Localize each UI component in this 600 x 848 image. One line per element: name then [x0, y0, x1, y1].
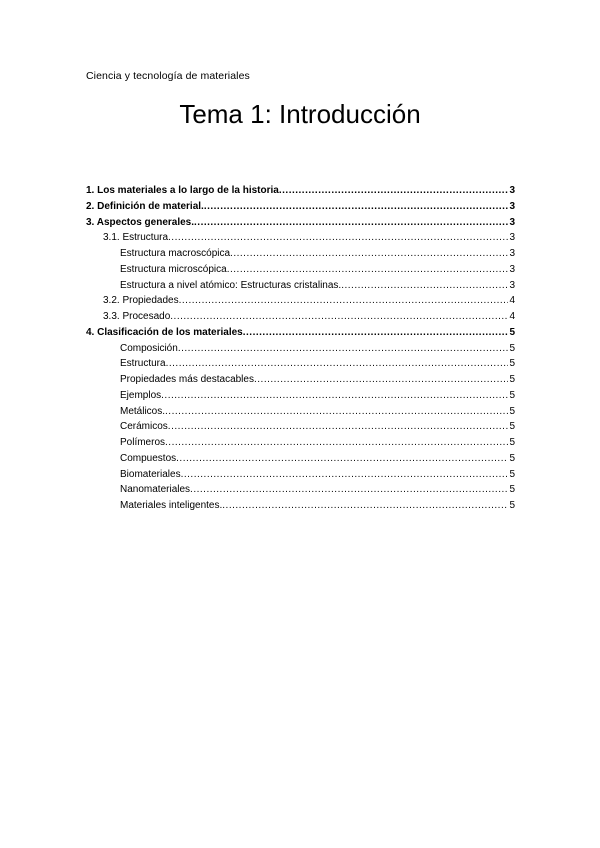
- toc-entry-label: Estructura a nivel atómico: Estructuras cristalinas.: [120, 279, 342, 291]
- toc-leader-dots: [165, 435, 508, 451]
- toc-entry-label: 3.2. Propiedades: [103, 295, 179, 307]
- toc-leader-dots: [161, 388, 508, 404]
- toc-entry[interactable]: [86, 435, 515, 451]
- toc-entry-page: 4: [509, 311, 515, 322]
- toc-leader-dots: [279, 183, 509, 199]
- toc-leader-dots: [243, 325, 509, 341]
- toc-leader-dots: [168, 419, 509, 435]
- toc-leader-dots: [170, 309, 508, 325]
- toc-entry-page: 3: [509, 279, 515, 291]
- toc-entry[interactable]: [86, 215, 515, 231]
- toc-entry-label: Composición: [120, 342, 178, 354]
- toc-leader-dots: [222, 498, 508, 514]
- toc-leader-dots: [179, 293, 509, 309]
- toc-leader-dots: [227, 262, 509, 278]
- toc-entry[interactable]: [86, 230, 515, 246]
- toc-entry[interactable]: [86, 467, 515, 483]
- document-header: Ciencia y tecnología de materiales: [86, 70, 250, 82]
- toc-entry-page: 5: [509, 405, 515, 417]
- toc-entry[interactable]: [86, 325, 515, 341]
- toc-entry-page: 4: [509, 295, 515, 307]
- toc-entry-page: 3: [509, 232, 515, 244]
- toc-entry-label: 3.3. Procesado: [103, 311, 171, 322]
- toc-leader-dots: [230, 246, 508, 262]
- toc-entry-page: 5: [509, 389, 515, 401]
- toc-entry[interactable]: [86, 341, 515, 357]
- toc-entry-page: 5: [509, 421, 515, 433]
- toc-entry[interactable]: [86, 404, 515, 420]
- toc-entry-label: Estructura microscópica: [120, 263, 227, 275]
- toc-entry[interactable]: [86, 309, 515, 325]
- toc-entry[interactable]: [86, 199, 515, 215]
- toc-entry-page: 3: [509, 248, 515, 259]
- toc-entry-page: 5: [509, 437, 515, 448]
- toc-entry-page: 3: [509, 185, 515, 196]
- toc-entry[interactable]: [86, 498, 515, 514]
- toc-entry-label: Compuestos: [120, 452, 177, 464]
- toc-entry-page: 5: [509, 342, 515, 354]
- page-title: Tema 1: Introducción: [179, 99, 421, 129]
- toc-entry-page: 5: [509, 326, 515, 338]
- toc-entry[interactable]: [86, 246, 515, 262]
- toc-leader-dots: [176, 451, 508, 467]
- toc-entry-page: 5: [509, 500, 515, 511]
- toc-entry-page: 5: [509, 468, 515, 480]
- toc-leader-dots: [190, 482, 508, 498]
- toc-entry[interactable]: [86, 293, 515, 309]
- toc-leader-dots: [194, 215, 508, 231]
- toc-entry-label: 3.1. Estructura: [103, 232, 169, 244]
- toc-entry-page: 5: [509, 374, 515, 385]
- toc-entry-label: Nanomateriales: [120, 484, 191, 496]
- table-of-contents: [86, 183, 515, 514]
- toc-entry-page: 3: [509, 216, 515, 228]
- toc-leader-dots: [181, 467, 509, 483]
- toc-leader-dots: [168, 230, 508, 246]
- toc-leader-dots: [178, 341, 509, 357]
- toc-entry[interactable]: [86, 262, 515, 278]
- toc-entry-page: 5: [509, 358, 515, 370]
- toc-leader-dots: [166, 356, 509, 372]
- toc-entry[interactable]: [86, 419, 515, 435]
- toc-entry-label: Cerámicos: [120, 421, 168, 433]
- toc-entry-page: 5: [509, 484, 515, 496]
- toc-leader-dots: [204, 199, 509, 215]
- toc-entry-label: Biomateriales: [120, 468, 181, 480]
- toc-entry[interactable]: [86, 183, 515, 199]
- toc-entry[interactable]: [86, 482, 515, 498]
- toc-entry-page: 5: [509, 452, 515, 464]
- toc-leader-dots: [341, 278, 508, 294]
- toc-entry-label: Estructura macroscópica: [120, 248, 231, 259]
- toc-entry[interactable]: [86, 451, 515, 467]
- toc-entry-label: 2. Definición de material.: [86, 200, 204, 212]
- toc-entry-page: 3: [509, 200, 515, 212]
- toc-entry[interactable]: [86, 356, 515, 372]
- toc-entry-label: 4. Clasificación de los materiales: [86, 326, 243, 338]
- toc-entry-page: 3: [509, 263, 515, 275]
- toc-entry-label: Ejemplos: [120, 389, 162, 401]
- toc-entry-label: 3. Aspectos generales.: [86, 216, 195, 228]
- toc-leader-dots: [254, 372, 508, 388]
- toc-entry-label: Propiedades más destacables: [120, 374, 254, 385]
- toc-entry-label: Estructura: [120, 358, 166, 370]
- toc-leader-dots: [165, 404, 508, 420]
- toc-entry-label: Materiales inteligentes.: [120, 500, 223, 511]
- toc-entry[interactable]: [86, 388, 515, 404]
- toc-entry-label: Metálicos.: [120, 405, 166, 417]
- toc-entry-label: 1. Los materiales a lo largo de la historia: [86, 185, 279, 196]
- toc-entry[interactable]: [86, 278, 515, 294]
- toc-entry[interactable]: [86, 372, 515, 388]
- toc-entry-label: Polímeros: [120, 437, 166, 448]
